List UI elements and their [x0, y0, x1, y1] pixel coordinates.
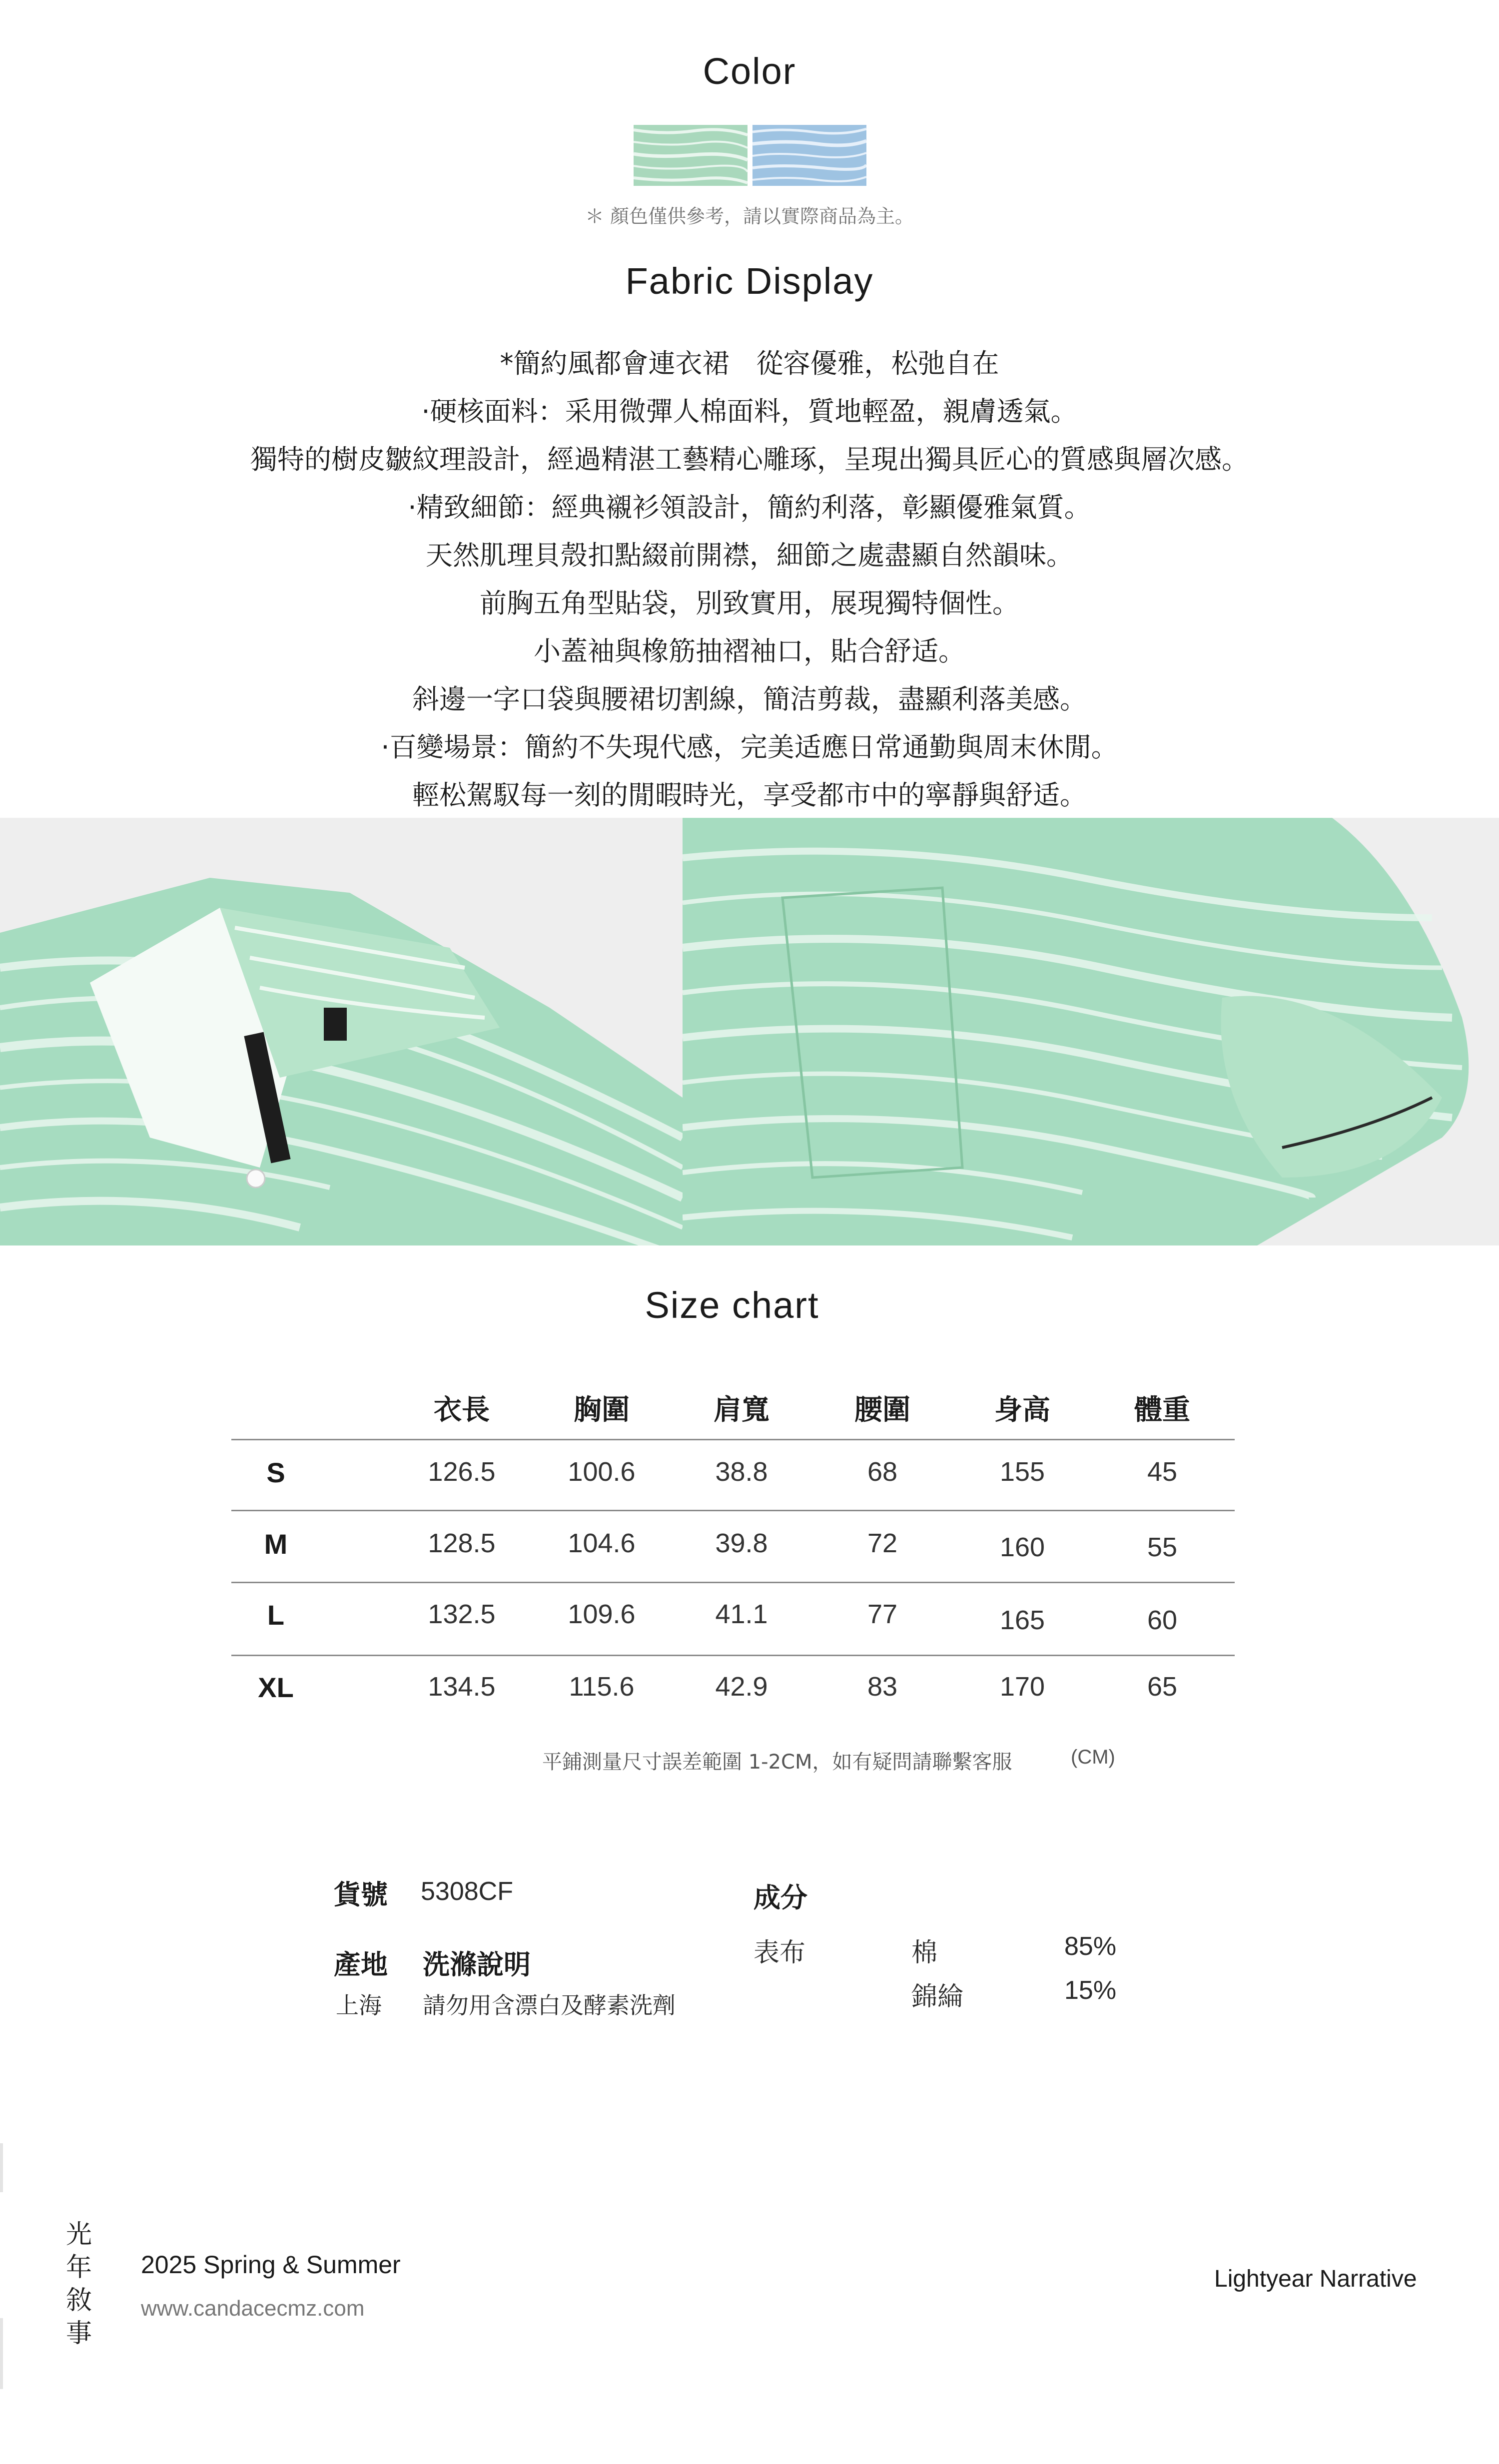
desc-line: ·硬核面料：采用微彈人棉面料，質地輕盈，親膚透氣。	[421, 396, 1078, 427]
table-cell: 41.1	[715, 1599, 768, 1629]
table-cell: 132.5	[428, 1599, 496, 1629]
table-cell: 160	[999, 1532, 1045, 1562]
table-cell: 134.5	[428, 1672, 496, 1702]
brand-char: 事	[65, 2319, 92, 2349]
table-cell: 42.9	[715, 1672, 768, 1702]
table-cell: 170	[999, 1672, 1045, 1702]
size-unit: (CM)	[1071, 1746, 1115, 1768]
brand-vertical-logo	[63, 2218, 95, 2350]
table-cell: 39.8	[715, 1528, 768, 1558]
fabric-label: 表布	[753, 1938, 806, 1968]
item-no-label: 貨號	[334, 1879, 388, 1910]
desc-line: ·精致細節：經典襯衫領設計，簡約利落，彰顯優雅氣質。	[408, 492, 1091, 523]
desc-line: 斜邊一字口袋與腰裙切割線，簡洁剪裁，盡顯利落美感。	[412, 683, 1087, 715]
color-heading: Color	[703, 50, 796, 92]
swatch-green[interactable]	[634, 125, 748, 186]
desc-line: ·百變場景：簡約不失現代感，完美适應日常通勤與周末休閒。	[381, 731, 1118, 763]
brand-char: 敘	[65, 2286, 92, 2316]
fabric-heading: Fabric Display	[625, 260, 874, 302]
brand-english-name: Lightyear Narrative	[1214, 2266, 1417, 2292]
desc-line: *簡約風都會連衣裙 從容優雅，松弛自在	[500, 348, 999, 379]
pocket-sleeve-detail-photo	[683, 818, 1499, 1245]
column-header: 胸圍	[574, 1394, 630, 1426]
table-divider	[231, 1439, 1235, 1440]
care-label: 洗滌說明	[423, 1949, 531, 1980]
material-percent: 15%	[1064, 1976, 1117, 2005]
table-cell: 68	[867, 1457, 898, 1487]
column-header: 衣長	[434, 1394, 490, 1426]
table-cell: 45	[1147, 1457, 1178, 1487]
size-label: L	[267, 1599, 285, 1631]
color-note: ＊ 顏色僅供參考，請以實際商品為主。	[585, 205, 914, 227]
table-cell: 83	[867, 1672, 898, 1702]
desc-line: 獨特的樹皮皺紋理設計，經過精湛工藝精心雕琢，呈現出獨具匠心的質感與層次感。	[250, 444, 1249, 475]
swatch-blue-texture	[752, 125, 866, 186]
brand-char: 年	[65, 2253, 92, 2283]
size-label: M	[264, 1528, 288, 1560]
size-note: 平鋪測量尺寸誤差範圍 1-2CM，如有疑問請聯繫客服	[542, 1751, 1012, 1774]
origin-value: 上海	[336, 1992, 382, 2019]
desc-line: 前胸五角型貼袋，別致實用，展現獨特個性。	[480, 588, 1019, 619]
table-cell: 104.6	[568, 1528, 636, 1558]
table-cell: 72	[867, 1528, 898, 1558]
item-no-value: 5308CF	[421, 1877, 513, 1906]
column-header: 腰圍	[854, 1394, 910, 1426]
swatch-green-texture	[634, 125, 748, 186]
origin-label: 產地	[334, 1949, 388, 1980]
size-label: XL	[258, 1672, 294, 1703]
desc-line: 輕松駕馭每一刻的閒暇時光，享受都市中的寧靜與舒适。	[412, 779, 1087, 811]
composition-label: 成分	[753, 1882, 807, 1913]
fabric-description	[0, 340, 1499, 819]
table-divider	[231, 1582, 1235, 1583]
size-chart-heading	[0, 1284, 1464, 1326]
column-header: 身高	[994, 1394, 1050, 1426]
table-divider	[231, 1655, 1235, 1656]
footer-edge-mark	[0, 2143, 3, 2192]
brand-char: 光	[65, 2220, 92, 2250]
material-percent: 85%	[1064, 1932, 1117, 1961]
table-cell: 165	[999, 1605, 1045, 1635]
desc-line: 小蓋袖與橡筋抽褶袖口，貼合舒适。	[534, 635, 965, 667]
care-value: 請勿用含漂白及酵素洗劑	[423, 1992, 676, 2019]
swatch-blue[interactable]	[752, 125, 866, 186]
collar-detail-photo	[0, 818, 683, 1245]
website-link[interactable]: www.candacecmz.com	[141, 2296, 365, 2321]
table-divider	[231, 1510, 1235, 1511]
table-cell: 126.5	[428, 1457, 496, 1487]
table-cell: 115.6	[569, 1672, 635, 1702]
table-cell: 55	[1147, 1532, 1178, 1562]
material-name: 錦綸	[911, 1982, 964, 2012]
size-label: S	[266, 1457, 285, 1488]
table-cell: 109.6	[568, 1599, 636, 1629]
size-chart-title: Size chart	[645, 1284, 819, 1326]
column-header: 肩寬	[714, 1394, 769, 1426]
desc-line: 天然肌理貝殼扣點綴前開襟，細節之處盡顯自然韻味。	[426, 540, 1073, 571]
table-cell: 100.6	[568, 1457, 636, 1487]
table-cell: 155	[999, 1457, 1045, 1487]
table-cell: 128.5	[428, 1528, 496, 1558]
column-header: 體重	[1134, 1394, 1190, 1426]
table-cell: 77	[867, 1599, 898, 1629]
material-name: 棉	[911, 1938, 938, 1968]
footer-edge-mark	[0, 2318, 3, 2389]
season-label: 2025 Spring & Summer	[141, 2251, 401, 2279]
table-cell: 38.8	[715, 1457, 768, 1487]
table-cell: 60	[1147, 1605, 1178, 1635]
table-cell: 65	[1147, 1672, 1178, 1702]
